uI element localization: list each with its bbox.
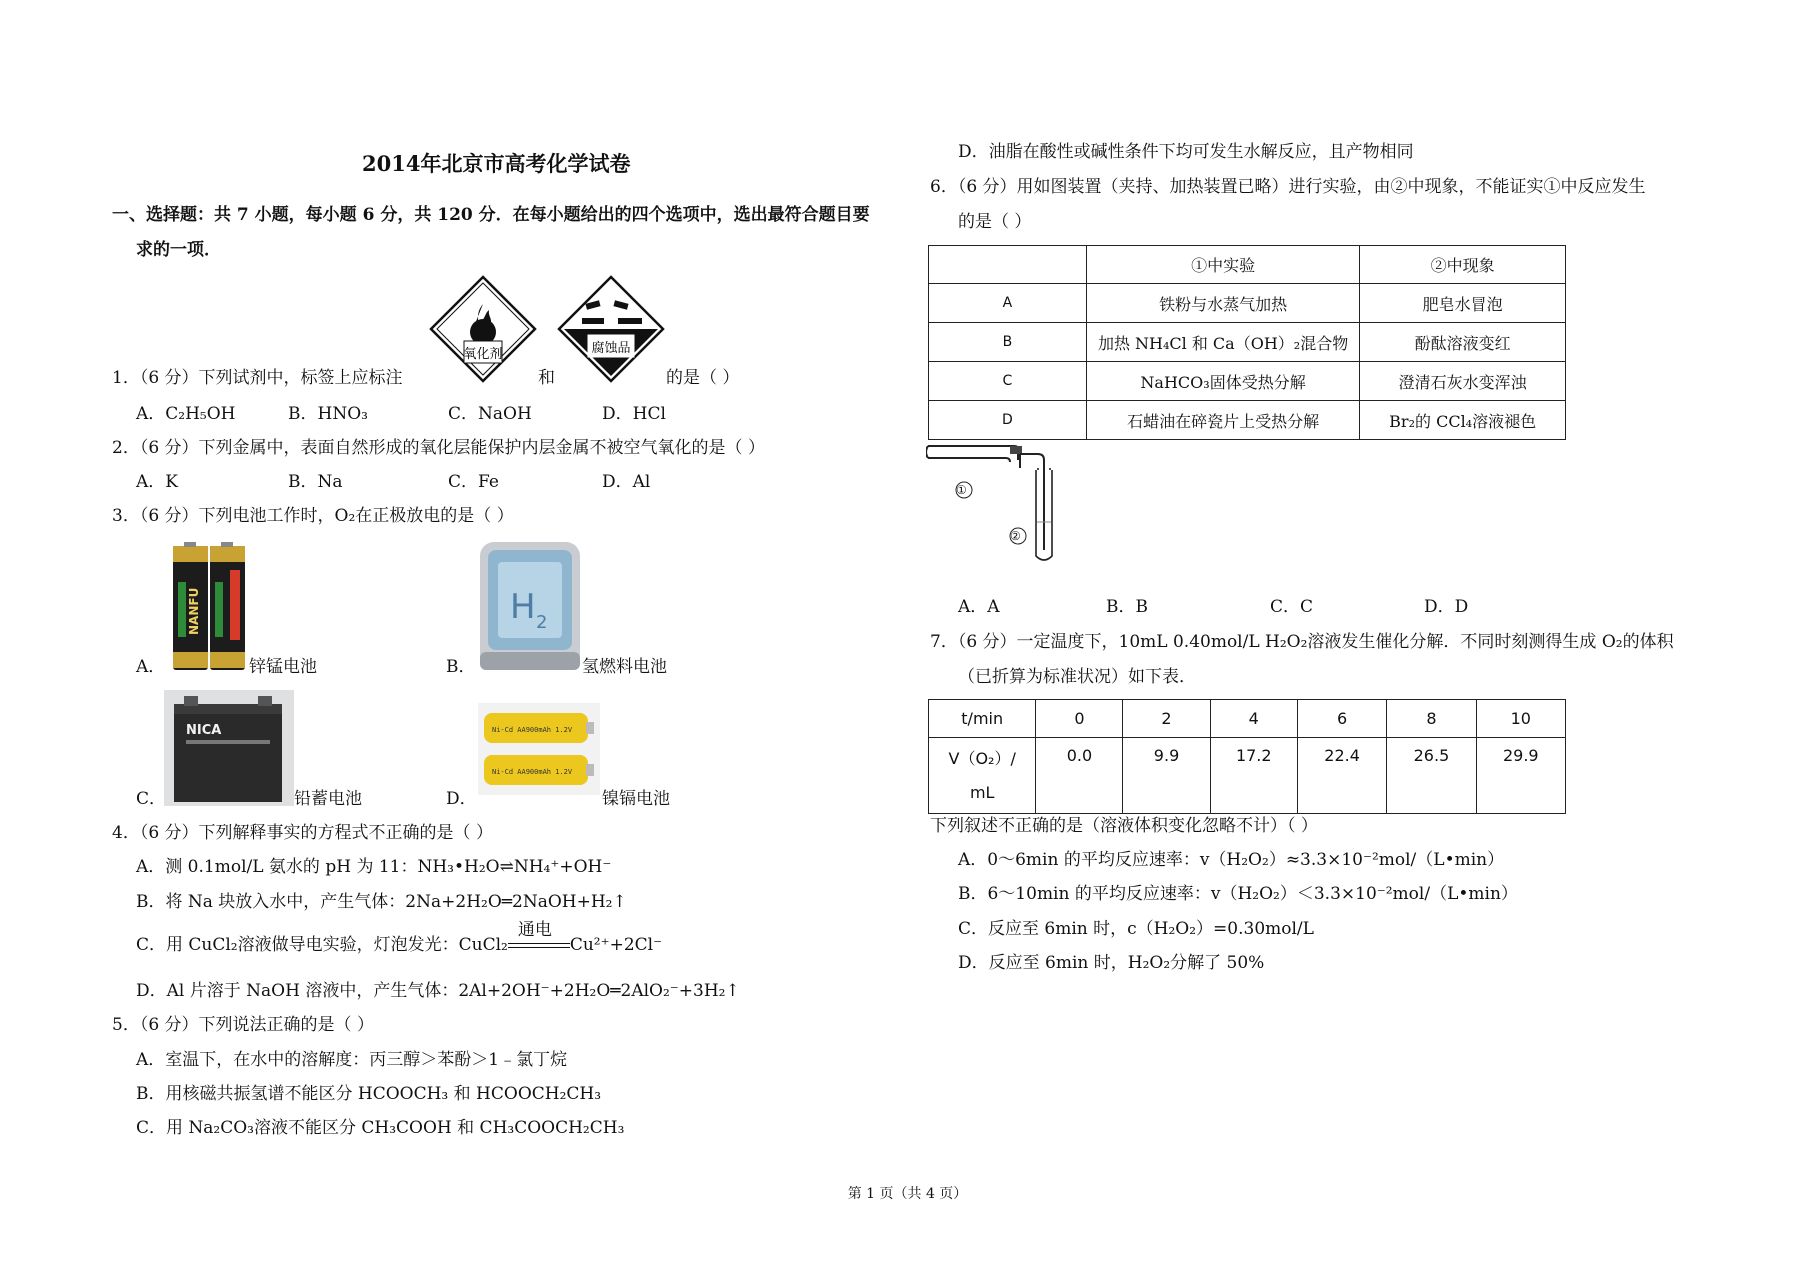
q6-stem-line1: 6．（6 分）用如图装置（夹持、加热装置已略）进行实验，由②中现象，不能证实①中反应发生 [930, 177, 1646, 197]
q7-stem-line1: 7．（6 分）一定温度下，10mL 0.40mol/L H₂O₂溶液发生催化分解．不同时刻测得生成 O₂的体积 [930, 632, 1674, 652]
q2-stem: 2．（6 分）下列金属中，表面自然形成的氧化层能保护内层金属不被空气氧化的是（ ） [112, 438, 765, 458]
q1-stem-b: 和 [538, 368, 555, 388]
svg-text:H: H [510, 587, 536, 627]
lead-brand-text: NICA [186, 723, 222, 738]
q6-header-empty [929, 246, 1087, 284]
q6-option-d[interactable]: D．D [1424, 597, 1469, 617]
reaction-apparatus-diagram [926, 440, 1056, 570]
q1-option-d[interactable]: D．HCl [602, 404, 666, 424]
battery-brand-text: NANFU [187, 587, 201, 635]
q3-option-d-text[interactable]: 镍镉电池 [602, 789, 670, 809]
q6-row-d-phenomenon: Br₂的 CCl₄溶液褪色 [1360, 401, 1566, 440]
q2-option-b[interactable]: B．Na [288, 472, 343, 492]
nicd-label-bottom: Ni-Cd AA900mAh 1.2V [492, 768, 573, 776]
svg-text:2: 2 [536, 612, 548, 633]
q1-option-c[interactable]: C．NaOH [448, 404, 532, 424]
q5-option-a[interactable]: A．室温下，在水中的溶解度：丙三醇＞苯酚＞1﹣氯丁烷 [136, 1050, 568, 1070]
q7-time-2: 4 [1210, 700, 1297, 738]
q4-option-c[interactable] [136, 919, 663, 956]
q3-option-b-letter[interactable]: B． [446, 657, 476, 677]
hydrogen-fuel-cell-image [476, 540, 584, 672]
corrosive-hazard-icon [556, 274, 666, 384]
q2-option-a[interactable]: A．K [136, 472, 178, 492]
q6-row-d-label: D [929, 401, 1087, 440]
q3-option-c-text[interactable]: 铅蓄电池 [294, 789, 362, 809]
zinc-manganese-battery-image [170, 540, 250, 672]
q6-option-b[interactable]: B．B [1106, 597, 1148, 617]
q1-stem-c: 的是（ ） [666, 368, 740, 388]
q6-header-phenomenon: ②中现象 [1360, 246, 1566, 284]
page-footer: 第 1 页（共 4 页） [847, 1186, 968, 1202]
q7-option-a[interactable]: A．0～6min 的平均反应速率：v（H₂O₂）≈3.3×10⁻²mol/（L•min） [958, 850, 1505, 870]
q2-option-c[interactable]: C．Fe [448, 472, 499, 492]
oxidizer-label: 氧化剂 [463, 347, 503, 362]
q6-row-b-label: B [929, 323, 1087, 362]
q6-row-c-experiment: NaHCO₃固体受热分解 [1086, 362, 1359, 401]
q6-row-c-label: C [929, 362, 1087, 401]
q4-stem: 4．（6 分）下列解释事实的方程式不正确的是（ ） [112, 823, 493, 843]
table-row [929, 700, 1566, 738]
q7-after-table: 下列叙述不正确的是（溶液体积变化忽略不计）（ ） [930, 816, 1318, 836]
q4-option-c-post: Cu²⁺+2Cl⁻ [569, 935, 663, 955]
electrolysis-condition: 通电 [517, 919, 552, 940]
q7-table [928, 699, 1566, 814]
q6-row-c-phenomenon: 澄清石灰水变浑浊 [1360, 362, 1566, 401]
q4-option-b[interactable]: B．将 Na 块放入水中，产生气体：2Na+2H₂O═2NaOH+H₂↑ [136, 892, 627, 912]
q5-option-b[interactable]: B．用核磁共振氢谱不能区分 HCOOCH₃ 和 HCOOCH₂CH₃ [136, 1084, 602, 1104]
table-row [929, 323, 1566, 362]
q5-option-d[interactable]: D．油脂在酸性或碱性条件下均可发生水解反应，且产物相同 [958, 142, 1414, 162]
apparatus-mark-2: ② [1010, 529, 1021, 543]
q7-time-1: 2 [1123, 700, 1210, 738]
q5-option-c[interactable]: C．用 Na₂CO₃溶液不能区分 CH₃COOH 和 CH₃COOCH₂CH₃ [136, 1118, 625, 1138]
table-row [929, 362, 1566, 401]
q7-row-label-2: mL [969, 782, 995, 802]
q4-option-c-pre: C．用 CuCl₂溶液做导电实验，灯泡发光：CuCl₂ [136, 935, 508, 955]
q7-volume-5: 29.9 [1476, 738, 1565, 814]
q7-volume-3: 22.4 [1297, 738, 1386, 814]
lead-acid-battery-image [164, 690, 294, 806]
oxidizer-hazard-icon [428, 274, 538, 384]
q7-option-c[interactable]: C．反应至 6min 时，c（H₂O₂）=0.30mol/L [958, 919, 1314, 939]
q6-row-b-experiment: 加热 NH₄Cl 和 Ca（OH）₂混合物 [1086, 323, 1359, 362]
q7-option-d[interactable]: D．反应至 6min 时，H₂O₂分解了 50% [958, 953, 1265, 973]
q6-row-a-experiment: 铁粉与水蒸气加热 [1086, 284, 1359, 323]
page-title: 2014年北京市高考化学试卷 [362, 151, 631, 176]
q1-option-b[interactable]: B．HNO₃ [288, 404, 368, 424]
table-row [929, 284, 1566, 323]
q3-stem: 3．（6 分）下列电池工作时，O₂在正极放电的是（ ） [112, 506, 514, 526]
q7-row-label [929, 738, 1036, 814]
q1-option-a[interactable]: A．C₂H₅OH [136, 404, 236, 424]
q7-volume-1: 9.9 [1123, 738, 1210, 814]
electrolysis-arrow [508, 919, 570, 955]
q7-row-label-1: V（O₂）/ [948, 748, 1016, 768]
q7-option-b[interactable]: B．6～10min 的平均反应速率：v（H₂O₂）＜3.3×10⁻²mol/（L•min） [958, 884, 1518, 904]
q7-stem-line2: （已折算为标准状况）如下表． [958, 667, 1196, 687]
q7-time-5: 10 [1476, 700, 1565, 738]
q3-option-a-letter[interactable]: A． [136, 657, 166, 677]
q7-volume-2: 17.2 [1210, 738, 1297, 814]
table-row [929, 401, 1566, 440]
nickel-cadmium-battery-image [478, 703, 600, 795]
section-heading-line2: 求的一项． [136, 240, 221, 260]
corrosive-label: 腐蚀品 [591, 341, 631, 356]
q6-row-a-phenomenon: 肥皂水冒泡 [1360, 284, 1566, 323]
apparatus-mark-1: ① [956, 483, 967, 497]
q7-volume-0: 0.0 [1036, 738, 1123, 814]
q3-option-c-letter[interactable]: C． [136, 789, 167, 809]
q2-option-d[interactable]: D．Al [602, 472, 651, 492]
q7-time-4: 8 [1387, 700, 1476, 738]
q6-option-c[interactable]: C．C [1270, 597, 1314, 617]
q7-time-3: 6 [1297, 700, 1386, 738]
q6-stem-line2: 的是（ ） [958, 212, 1032, 232]
q6-table [928, 245, 1566, 440]
q5-stem: 5．（6 分）下列说法正确的是（ ） [112, 1015, 374, 1035]
q7-time-0: 0 [1036, 700, 1123, 738]
q3-option-d-letter[interactable]: D． [446, 789, 477, 809]
q6-option-a[interactable]: A．A [958, 597, 1000, 617]
q6-header-experiment: ①中实验 [1086, 246, 1359, 284]
q4-option-a[interactable]: A．测 0.1mol/L 氨水的 pH 为 11：NH₃•H₂O⇌NH₄⁺+OH⁻ [136, 857, 612, 877]
q3-option-b-text[interactable]: 氢燃料电池 [582, 657, 667, 677]
q1-stem-a: 1．（6 分）下列试剂中，标签上应标注 [112, 368, 403, 388]
nicd-label-top: Ni-Cd AA900mAh 1.2V [492, 726, 573, 734]
q6-row-a-label: A [929, 284, 1087, 323]
q6-row-b-phenomenon: 酚酞溶液变红 [1360, 323, 1566, 362]
q7-header-label: t/min [929, 700, 1036, 738]
q6-row-d-experiment: 石蜡油在碎瓷片上受热分解 [1086, 401, 1359, 440]
section-heading-line1: 一、选择题：共 7 小题，每小题 6 分，共 120 分．在每小题给出的四个选项中，选出最符合题目要 [112, 205, 870, 225]
q4-option-d[interactable]: D．Al 片溶于 NaOH 溶液中，产生气体：2Al+2OH⁻+2H₂O═2AlO₂⁻+3H₂↑ [136, 981, 740, 1001]
table-row [929, 738, 1566, 814]
q3-option-a-text[interactable]: 锌锰电池 [249, 657, 317, 677]
q7-volume-4: 26.5 [1387, 738, 1476, 814]
